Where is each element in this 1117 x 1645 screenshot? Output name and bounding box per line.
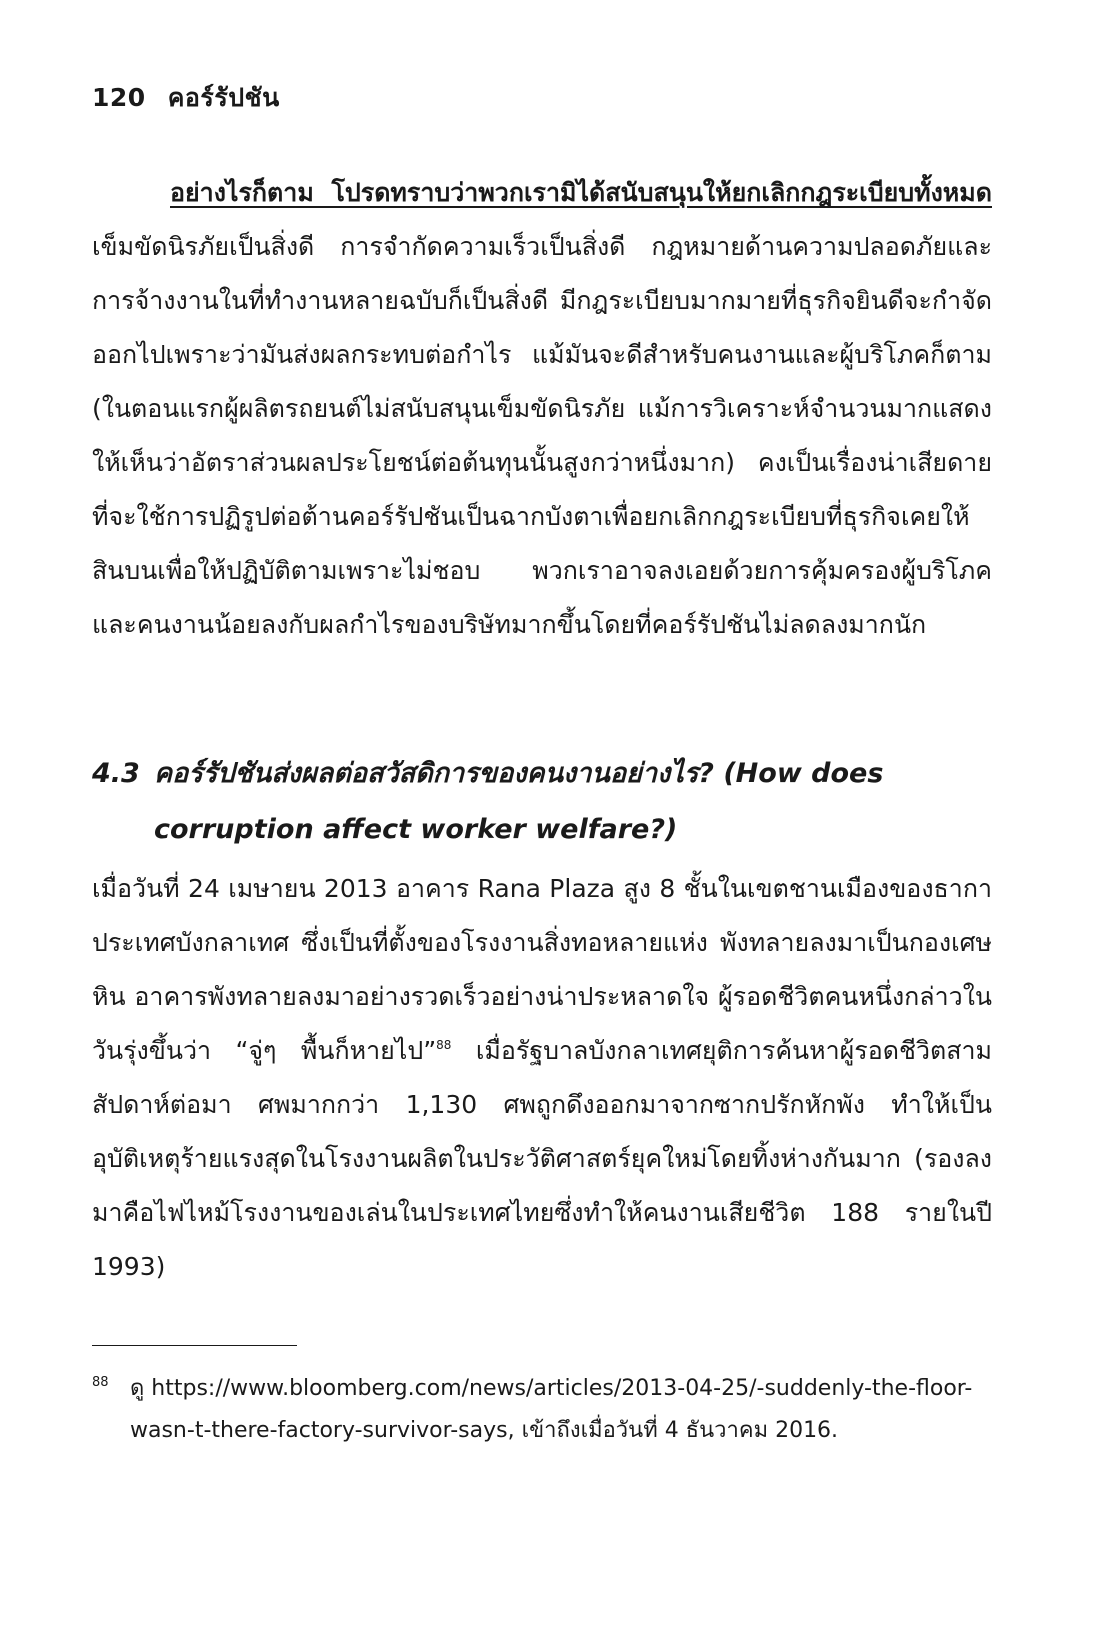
emphasized-statement: อย่างไรก็ตาม โปรดทราบว่าพวกเรามิได้สนับสนุนให้ยกเลิกกฎระเบียบทั้งหมด <box>170 178 992 207</box>
running-head <box>92 78 280 118</box>
footnote <box>92 1368 992 1452</box>
running-title: คอร์รัปชัน <box>167 83 280 112</box>
section-heading <box>92 746 992 858</box>
footnote-divider <box>92 1345 297 1346</box>
section-title-line-2: corruption affect worker welfare?) <box>154 814 678 845</box>
section-title-line-1: คอร์รัปชันส่งผลต่อสวัสดิการของคนงานอย่างไร? (How does <box>154 758 884 789</box>
section-number: 4.3 <box>92 758 140 789</box>
footnote-text: ดู https://www.bloomberg.com/news/articles/2013-04-25/-suddenly-the-floor-wasn-t-there-factory-survivor-says, เข้าถึงเมื่อวันที่ 4 ธันวาคม 2016. <box>130 1376 973 1443</box>
paragraph-body: เข็มขัดนิรภัยเป็นสิ่งดี การจำกัดความเร็วเป็นสิ่งดี กฎหมายด้านความปลอดภัยและการจ้างงานในที่ทำงานหลายฉบับก็เป็นสิ่งดี มีกฎระเบียบมากมายที่ธุรกิจยินดีจะกำจัดออกไปเพราะว่ามันส่งผลกระทบต่อกำไร แม้มันจะดีสำหรับคนงานและผู้บริโภคก็ตาม (ในตอนแรกผู้ผลิตรถยนต์ไม่สนับสนุนเข็มขัดนิรภัย แม้การวิเคราะห์จำนวนมากแสดงให้เห็นว่าอัตราส่วนผลประโยชน์ต่อต้นทุนนั้นสูงกว่าหนึ่งมาก) คงเป็นเรื่องน่าเสียดายที่จะใช้การปฏิรูปต่อต้านคอร์รัปชันเป็นฉากบังตาเพื่อยกเลิกกฎระเบียบที่ธุรกิจเคยให้สินบนเพื่อให้ปฏิบัติตามเพราะไม่ชอบ พวกเราอาจลงเอยด้วยการคุ้มครองผู้บริโภคและคนงานน้อยลงกับผลกำไรของบริษัทมากขึ้นโดยที่คอร์รัปชันไม่ลดลงมากนัก <box>92 232 992 639</box>
body-paragraph-2 <box>92 862 992 1294</box>
body-paragraph-1 <box>92 166 992 652</box>
paragraph-text-after-ref: เมื่อรัฐบาลบังกลาเทศยุติการค้นหาผู้รอดชีวิตสามสัปดาห์ต่อมา ศพมากกว่า 1,130 ศพถูกดึงออกมาจากซากปรักหักพัง ทำให้เป็นอุบัติเหตุร้ายแรงสุดในโรงงานผลิตในประวัติศาสตร์ยุคใหม่โดยทิ้งห่างกันมาก (รองลงมาคือไฟไหม้โรงงานของเล่นในประเทศไทยซึ่งทำให้คนงานเสียชีวิต 188 รายในปี 1993) <box>92 1036 992 1281</box>
footnote-reference[interactable]: 88 <box>436 1038 452 1052</box>
paragraph-text-before-ref: เมื่อวันที่ 24 เมษายน 2013 อาคาร Rana Plaza สูง 8 ชั้นในเขตชานเมืองของธากา ประเทศบังกลาเทศ ซึ่งเป็นที่ตั้งของโรงงานสิ่งทอหลายแห่ง พังทลายลงมาเป็นกองเศษหิน อาคารพังทลายลงมาอย่างรวดเร็วอย่างน่าประหลาดใจ ผู้รอดชีวิตคนหนึ่งกล่าวในวันรุ่งขึ้นว่า “จู่ๆ พื้นก็หายไป” <box>92 874 992 1065</box>
footnote-mark: 88 <box>92 1375 109 1390</box>
page-number: 120 <box>92 83 146 112</box>
